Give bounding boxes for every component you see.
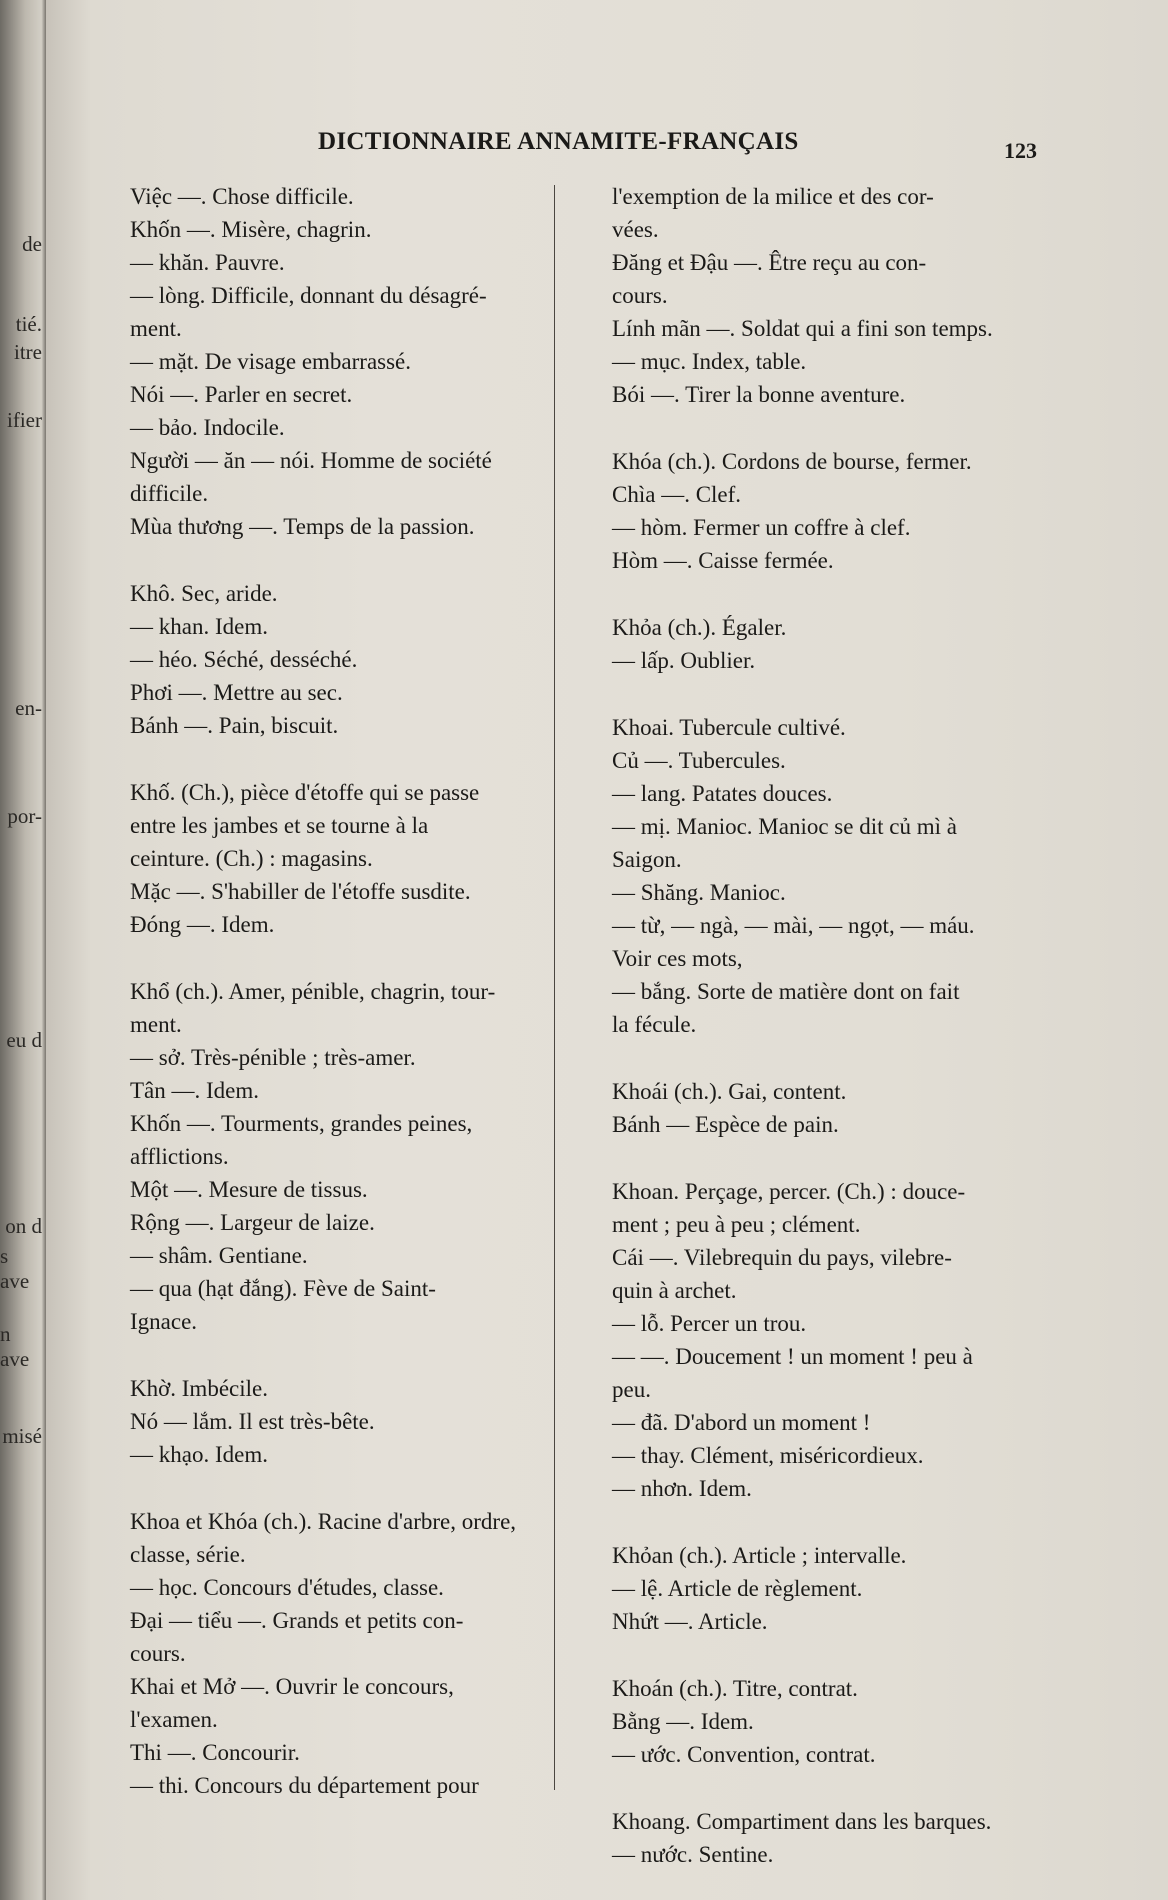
entry-line: quin à archet. [612,1278,737,1303]
entry-line: Bánh — Espèce de pain. [612,1112,839,1137]
entry-line: peu. [612,1377,651,1402]
entry-line: — đã. D'abord un moment ! [612,1410,871,1435]
margin-fragment: n ave [0,1322,30,1371]
dictionary-entry [570,180,1090,411]
margin-fragment: misé [2,1424,42,1448]
dictionary-entry [570,711,1090,1041]
entry-line: Nói —. Parler en secret. [130,382,353,407]
right-column [570,180,1090,1900]
entry-line: Đóng —. Idem. [130,912,275,937]
entry-line: difficile. [130,481,209,506]
entry-line: — lang. Patates douces. [612,781,833,806]
entry-line: afflictions. [130,1144,229,1169]
entry-line: — nhơn. Idem. [612,1476,752,1501]
entry-headword-line: Việc —. Chose difficile. [130,184,354,209]
dictionary-entry [88,975,568,1338]
dictionary-entry [570,611,1090,677]
margin-fragment: tié. [15,312,42,336]
entry-line: Lính mãn —. Soldat qui a fini son temps. [612,316,993,341]
entry-line: vées. [612,217,659,242]
previous-page-margin [0,0,46,1900]
page-number: 123 [1004,138,1037,163]
entry-line: Khai et Mở —. Ouvrir le concours, [130,1674,454,1699]
entry-headword-line: Khoai. Tubercule cultivé. [612,715,846,740]
entry-line: — từ, — ngà, — mài, — ngọt, — máu. [612,913,975,938]
entry-line: — —. Doucement ! un moment ! peu à [612,1344,973,1369]
entry-line: Khốn —. Misère, chagrin. [130,217,372,242]
entry-line: Chìa —. Clef. [612,482,742,507]
margin-fragment: por- [7,804,42,828]
entry-line: Nhứt —. Article. [612,1609,768,1634]
entry-line: — shâm. Gentiane. [130,1243,308,1268]
entry-line: — hòm. Fermer un coffre à clef. [612,515,911,540]
entry-line: Mặc —. S'habiller de l'étoffe susdite. [130,879,471,904]
page-header [46,128,1168,168]
entry-headword-line: Khoang. Compartiment dans les barques. [612,1809,992,1834]
entry-line: Một —. Mesure de tissus. [130,1177,368,1202]
entry-line: ceinture. (Ch.) : magasins. [130,846,373,871]
entry-line: — nước. Sentine. [612,1842,774,1867]
page-title: DICTIONNAIRE ANNAMITE-FRANÇAIS [318,128,799,155]
entry-line: — khạo. Idem. [130,1442,268,1467]
dictionary-entry [88,577,568,742]
entry-line: — thay. Clément, miséricordieux. [612,1443,924,1468]
entry-line: Củ —. Tubercules. [612,748,786,773]
dictionary-page [46,0,1168,1900]
entry-line: — khan. Idem. [130,614,268,639]
dictionary-entry [88,776,568,941]
margin-fragment: de [22,232,42,256]
entry-line: — thi. Concours du département pour [130,1773,479,1798]
entry-line: — mị. Manioc. Manioc se dit củ mì à [612,814,957,839]
entry-line: — ước. Convention, contrat. [612,1742,876,1767]
entry-line: Mùa thương —. Temps de la passion. [130,514,475,539]
entry-line: ment. [130,1012,182,1037]
entry-line: — lòng. Difficile, donnant du désagré- [130,283,487,308]
entry-line: — qua (hạt đắng). Fève de Saint- [130,1276,436,1301]
entry-line: Ignace. [130,1309,198,1334]
column-divider [554,185,555,1790]
margin-fragment: itre [14,340,42,364]
entry-line: — bảo. Indocile. [130,415,285,440]
entry-line: ment ; peu à peu ; clément. [612,1212,861,1237]
entry-headword-line: Khoa et Khóa (ch.). Racine d'arbre, ordre, [130,1509,517,1534]
entry-headword-line: Khoan. Perçage, percer. (Ch.) : douce- [612,1179,966,1204]
entry-line: Bói —. Tirer la bonne aventure. [612,382,906,407]
entry-headword-line: Khỏa (ch.). Égaler. [612,615,787,640]
entry-line: — Shăng. Manioc. [612,880,786,905]
entry-line: Khốn —. Tourments, grandes peines, [130,1111,473,1136]
entry-line: — học. Concours d'études, classe. [130,1575,444,1600]
entry-headword-line: Khoán (ch.). Titre, contrat. [612,1676,858,1701]
entry-line: — héo. Séché, desséché. [130,647,358,672]
dictionary-entry [570,1075,1090,1141]
entry-line: l'examen. [130,1707,218,1732]
entry-line: Đại — tiểu —. Grands et petits con- [130,1608,464,1633]
entry-line: Rộng —. Largeur de laize. [130,1210,375,1235]
entry-line: Phơi —. Mettre au sec. [130,680,343,705]
entry-line: — mặt. De visage embarrassé. [130,349,412,374]
entry-line: cours. [612,283,668,308]
entry-line: — lỗ. Percer un trou. [612,1311,807,1336]
entry-line: Nó — lắm. Il est très-bête. [130,1409,375,1434]
entry-line: Đăng et Đậu —. Être reçu au con- [612,250,927,275]
margin-fragment: s ave [0,1244,30,1293]
entry-line: Tân —. Idem. [130,1078,260,1103]
entry-line: Thi —. Concourir. [130,1740,300,1765]
entry-line: — sở. Très-pénible ; très-amer. [130,1045,416,1070]
dictionary-entry [88,180,568,543]
entry-line: — khăn. Pauvre. [130,250,285,275]
entry-line: Voir ces mots, [612,946,743,971]
entry-line: Bánh —. Pain, biscuit. [130,713,339,738]
entry-headword-line: Khoái (ch.). Gai, content. [612,1079,847,1104]
entry-line: — lấp. Oublier. [612,648,756,673]
entry-line: Bằng —. Idem. [612,1709,754,1734]
entry-line: — bắng. Sorte de matière dont on fait [612,979,960,1004]
entry-headword-line: l'exemption de la milice et des cor- [612,184,934,209]
dictionary-entry [88,1505,568,1802]
dictionary-entry [570,1539,1090,1638]
entry-line: cours. [130,1641,186,1666]
left-column [88,180,568,1836]
entry-line: Hòm —. Caisse fermée. [612,548,834,573]
margin-fragment: ifier [7,408,42,432]
entry-line: Saigon. [612,847,682,872]
entry-headword-line: Khố. (Ch.), pièce d'étoffe qui se passe [130,780,480,805]
entry-line: — lệ. Article de règlement. [612,1576,863,1601]
dictionary-entry [570,1175,1090,1505]
entry-line: Cái —. Vilebrequin du pays, vilebre- [612,1245,952,1270]
entry-line: — mục. Index, table. [612,349,807,374]
entry-headword-line: Khóa (ch.). Cordons de bourse, fermer. [612,449,972,474]
entry-line: classe, série. [130,1542,246,1567]
dictionary-entry [570,445,1090,577]
entry-line: entre les jambes et se tourne à la [130,813,429,838]
entry-line: ment. [130,316,182,341]
dictionary-entry [570,1672,1090,1771]
entry-headword-line: Khổ (ch.). Amer, pénible, chagrin, tour- [130,979,496,1004]
entry-headword-line: Khờ. Imbécile. [130,1376,268,1401]
entry-headword-line: Khô. Sec, aride. [130,581,278,606]
entry-line: Người — ăn — nói. Homme de société [130,448,492,473]
margin-fragment: eu d [6,1028,42,1052]
dictionary-entry [88,1372,568,1471]
entry-line: la fécule. [612,1012,697,1037]
margin-fragment: on d [5,1214,42,1238]
dictionary-entry [570,1805,1090,1871]
margin-fragment: en- [15,696,42,720]
entry-headword-line: Khỏan (ch.). Article ; intervalle. [612,1543,907,1568]
